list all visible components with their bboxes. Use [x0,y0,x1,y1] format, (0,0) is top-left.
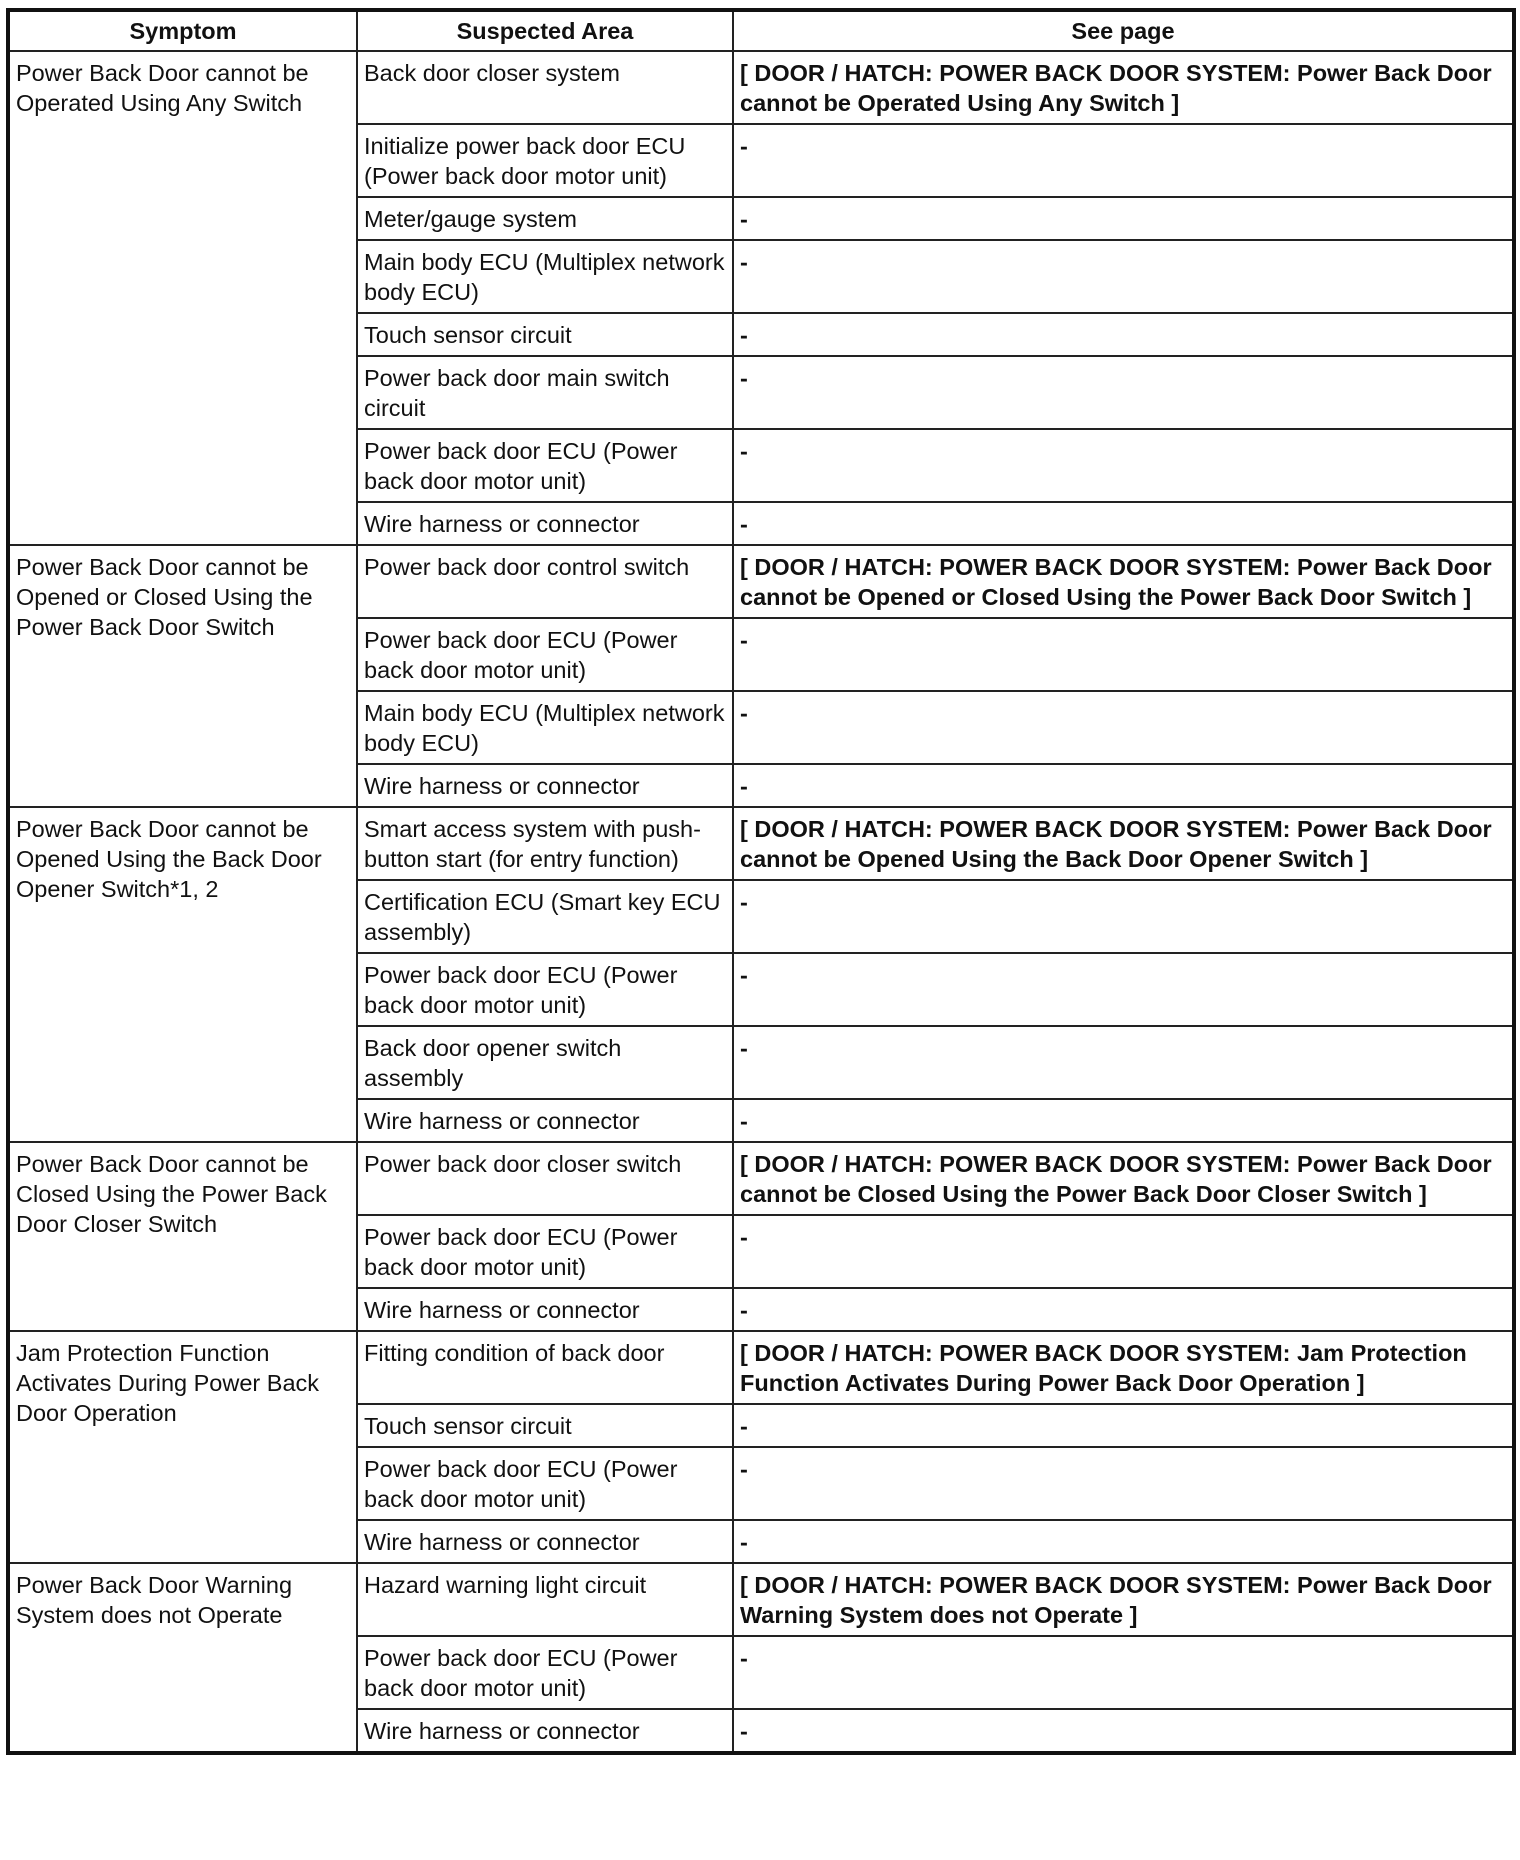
table-row [8,51,1514,124]
see-page-link[interactable]: [ DOOR / HATCH: POWER BACK DOOR SYSTEM: Power Back Door cannot be Opened or Closed Using the Power Back Door Switch ] [733,545,1514,618]
header-row [8,10,1514,51]
see-page-cell: - [733,1636,1514,1709]
header-symptom: Symptom [8,10,357,51]
table-row [8,807,1514,880]
suspected-area-cell: Power back door ECU (Power back door motor unit) [357,618,733,691]
see-page-cell: - [733,356,1514,429]
see-page-cell: - [733,1099,1514,1142]
suspected-area-cell: Power back door ECU (Power back door motor unit) [357,953,733,1026]
see-page-cell: - [733,313,1514,356]
suspected-area-cell: Hazard warning light circuit [357,1563,733,1636]
suspected-area-cell: Power back door ECU (Power back door motor unit) [357,1636,733,1709]
see-page-link[interactable]: [ DOOR / HATCH: POWER BACK DOOR SYSTEM: Power Back Door Warning System does not Operate ] [733,1563,1514,1636]
see-page-cell: - [733,1026,1514,1099]
suspected-area-cell: Wire harness or connector [357,1099,733,1142]
suspected-area-cell: Fitting condition of back door [357,1331,733,1404]
see-page-cell: - [733,429,1514,502]
see-page-cell: - [733,124,1514,197]
symptom-cell: Power Back Door cannot be Closed Using the Power Back Door Closer Switch [8,1142,357,1331]
suspected-area-cell: Main body ECU (Multiplex network body ECU) [357,691,733,764]
see-page-cell: - [733,880,1514,953]
see-page-cell: - [733,1404,1514,1447]
see-page-cell: - [733,1520,1514,1563]
suspected-area-cell: Meter/gauge system [357,197,733,240]
see-page-cell: - [733,1447,1514,1520]
suspected-area-cell: Wire harness or connector [357,1520,733,1563]
see-page-link[interactable]: [ DOOR / HATCH: POWER BACK DOOR SYSTEM: Power Back Door cannot be Operated Using Any Switch ] [733,51,1514,124]
see-page-link[interactable]: [ DOOR / HATCH: POWER BACK DOOR SYSTEM: Jam Protection Function Activates During Power Back Door Operation ] [733,1331,1514,1404]
table-row [8,1563,1514,1636]
suspected-area-cell: Initialize power back door ECU (Power back door motor unit) [357,124,733,197]
symptom-cell: Jam Protection Function Activates During Power Back Door Operation [8,1331,357,1563]
table-header [8,10,1514,51]
table-row [8,1331,1514,1404]
symptom-cell: Power Back Door cannot be Operated Using Any Switch [8,51,357,545]
see-page-cell: - [733,691,1514,764]
see-page-link[interactable]: [ DOOR / HATCH: POWER BACK DOOR SYSTEM: Power Back Door cannot be Closed Using the Power Back Door Closer Switch ] [733,1142,1514,1215]
see-page-cell: - [733,1709,1514,1753]
see-page-cell: - [733,502,1514,545]
suspected-area-cell: Touch sensor circuit [357,313,733,356]
see-page-cell: - [733,764,1514,807]
suspected-area-cell: Back door opener switch assembly [357,1026,733,1099]
suspected-area-cell: Touch sensor circuit [357,1404,733,1447]
suspected-area-cell: Power back door control switch [357,545,733,618]
suspected-area-cell: Wire harness or connector [357,1709,733,1753]
see-page-cell: - [733,1288,1514,1331]
table-row [8,1142,1514,1215]
see-page-cell: - [733,953,1514,1026]
suspected-area-cell: Power back door closer switch [357,1142,733,1215]
header-see-page: See page [733,10,1514,51]
suspected-area-cell: Power back door main switch circuit [357,356,733,429]
see-page-cell: - [733,240,1514,313]
suspected-area-cell: Wire harness or connector [357,764,733,807]
header-suspected-area: Suspected Area [357,10,733,51]
symptom-cell: Power Back Door cannot be Opened or Closed Using the Power Back Door Switch [8,545,357,807]
see-page-cell: - [733,1215,1514,1288]
symptom-cell: Power Back Door cannot be Opened Using the Back Door Opener Switch*1, 2 [8,807,357,1142]
see-page-cell: - [733,618,1514,691]
suspected-area-cell: Power back door ECU (Power back door motor unit) [357,1447,733,1520]
see-page-cell: - [733,197,1514,240]
suspected-area-cell: Wire harness or connector [357,502,733,545]
suspected-area-cell: Power back door ECU (Power back door motor unit) [357,429,733,502]
suspected-area-cell: Wire harness or connector [357,1288,733,1331]
symptom-cell: Power Back Door Warning System does not Operate [8,1563,357,1753]
symptom-table [6,8,1516,1755]
suspected-area-cell: Smart access system with push-button start (for entry function) [357,807,733,880]
table-body [8,51,1514,1753]
suspected-area-cell: Main body ECU (Multiplex network body ECU) [357,240,733,313]
suspected-area-cell: Power back door ECU (Power back door motor unit) [357,1215,733,1288]
suspected-area-cell: Back door closer system [357,51,733,124]
suspected-area-cell: Certification ECU (Smart key ECU assembly) [357,880,733,953]
see-page-link[interactable]: [ DOOR / HATCH: POWER BACK DOOR SYSTEM: Power Back Door cannot be Opened Using the Back Door Opener Switch ] [733,807,1514,880]
table-row [8,545,1514,618]
